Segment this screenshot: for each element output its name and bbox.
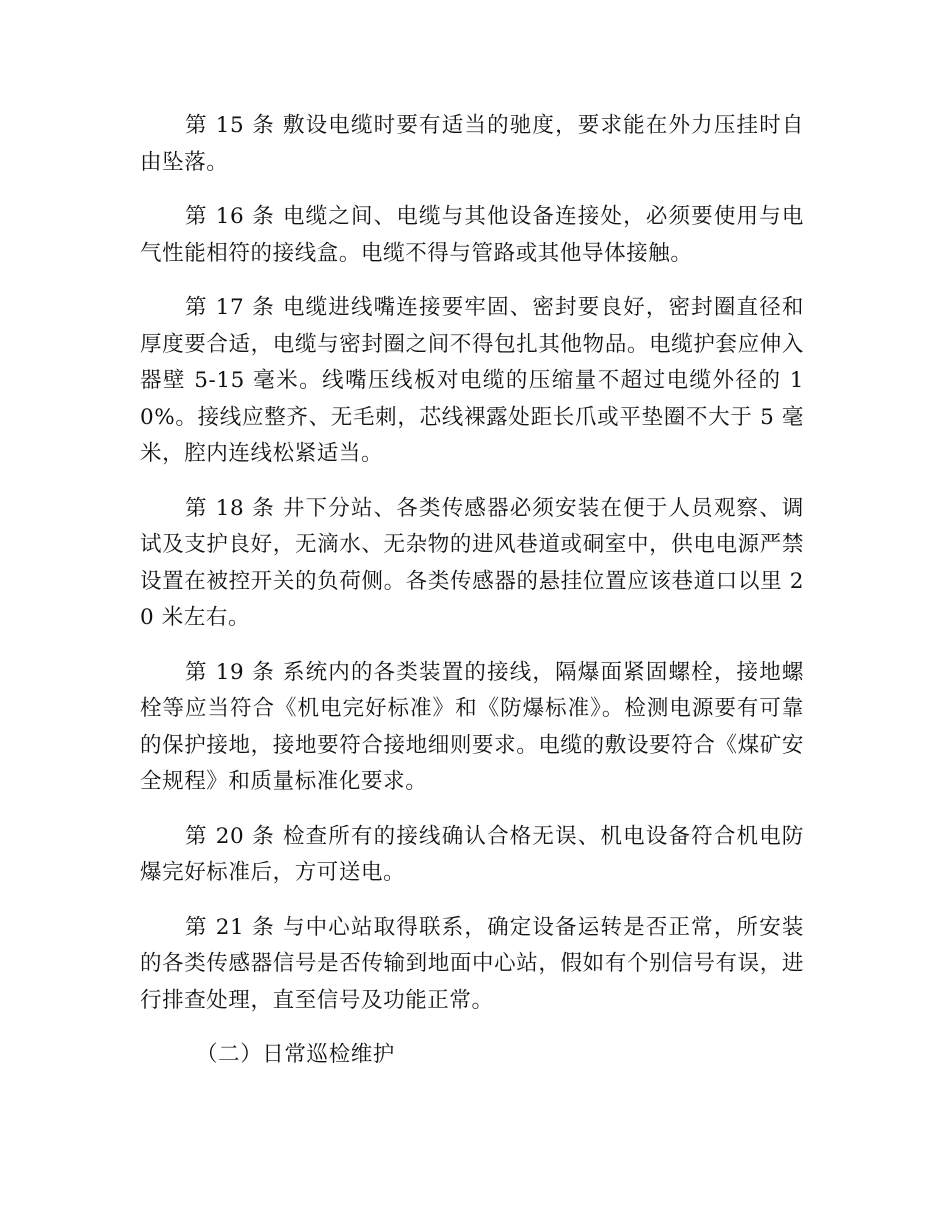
article-21: 第 21 条 与中心站取得联系，确定设备运转是否正常，所安装的各类传感器信号是否传输到地面中心站，假如有个别信号有误，进行排查处理，直至信号及功能正常。 [140, 914, 804, 1013]
article-19: 第 19 条 系统内的各类装置的接线，隔爆面紧固螺栓，接地螺栓等应当符合《机电完好标准》和《防爆标准》。检测电源要有可靠的保护接地，接地要符合接地细则要求。电缆的敷设要符合《煤矿安全规程》和质量标准化要求。 [140, 659, 804, 794]
section-heading: （二）日常巡检维护 [196, 1042, 395, 1067]
article-20: 第 20 条 检查所有的接线确认合格无误、机电设备符合机电防爆完好标准后，方可送电。 [140, 823, 804, 885]
document-page [140, 108, 804, 1074]
article-15: 第 15 条 敷设电缆时要有适当的驰度，要求能在外力压挂时自由坠落。 [140, 113, 804, 175]
article-17: 第 17 条 电缆进线嘴连接要牢固、密封要良好，密封圈直径和厚度要合适，电缆与密封圈之间不得包扎其他物品。电缆护套应伸入器壁 5-15 毫米。线嘴压线板对电缆的压缩量不超过电缆外径的 10%。接线应整齐、无毛刺，芯线裸露处距长爪或平垫圈不大于 5 毫米，腔内连线松紧适当。 [140, 295, 804, 466]
article-16: 第 16 条 电缆之间、电缆与其他设备连接处，必须要使用与电气性能相符的接线盒。电缆不得与管路或其他导体接触。 [140, 204, 804, 266]
article-18: 第 18 条 井下分站、各类传感器必须安装在便于人员观察、调试及支护良好，无滴水、无杂物的进风巷道或硐室中，供电电源严禁设置在被控开关的负荷侧。各类传感器的悬挂位置应该巷道口以里 20 米左右。 [140, 495, 804, 630]
